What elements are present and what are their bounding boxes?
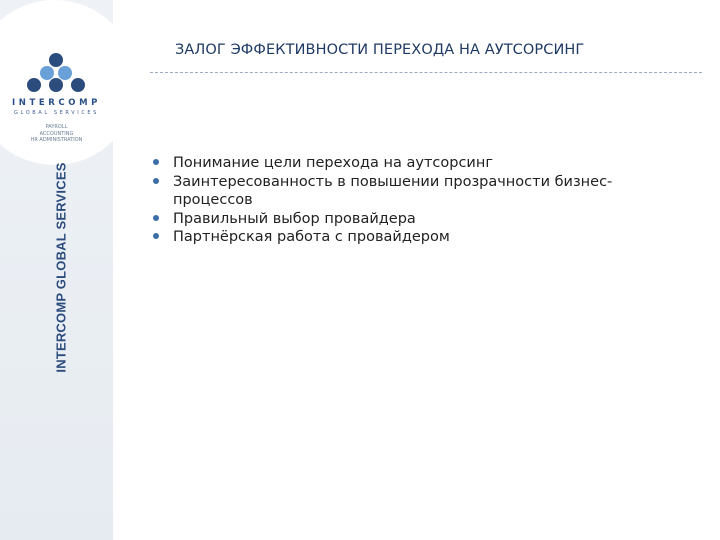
bullet-text: Правильный выбор провайдера <box>173 210 416 227</box>
bullet-text: Партнёрская работа с провайдером <box>173 229 450 245</box>
sidebar <box>0 0 113 540</box>
bullet-icon <box>153 159 159 165</box>
tagline-line: PAYROLL <box>45 124 68 130</box>
bullet-list <box>150 154 670 247</box>
bullet-icon <box>153 233 159 239</box>
company-logo <box>0 0 113 160</box>
bullet-text: Понимание цели перехода на аутсорсинг <box>173 155 493 171</box>
bullet-text: Заинтересованность в повышении прозрачности бизнес-процессов <box>173 173 613 208</box>
brand-subtitle: GLOBAL SERVICES <box>14 110 99 116</box>
bullet-icon <box>153 178 159 184</box>
vertical-brand-text <box>52 161 71 373</box>
bullet-item <box>150 154 670 173</box>
bullet-item <box>150 173 670 210</box>
bullet-item <box>150 228 670 247</box>
logo-dots-icon <box>26 52 86 92</box>
tagline-line: HR ADMINISTRATION <box>30 137 83 143</box>
brand-name: INTERCOMP <box>12 98 101 108</box>
title-divider <box>150 72 702 73</box>
vertical-brand-label: INTERCOMP GLOBAL SERVICES <box>54 161 69 373</box>
slide-title: ЗАЛОГ ЭФФЕКТИВНОСТИ ПЕРЕХОДА НА АУТСОРСИНГ <box>175 42 585 58</box>
brand-tagline <box>0 124 113 144</box>
bullet-item <box>150 210 670 229</box>
bullet-icon <box>153 215 159 221</box>
tagline-line: ACCOUNTING <box>39 130 74 137</box>
